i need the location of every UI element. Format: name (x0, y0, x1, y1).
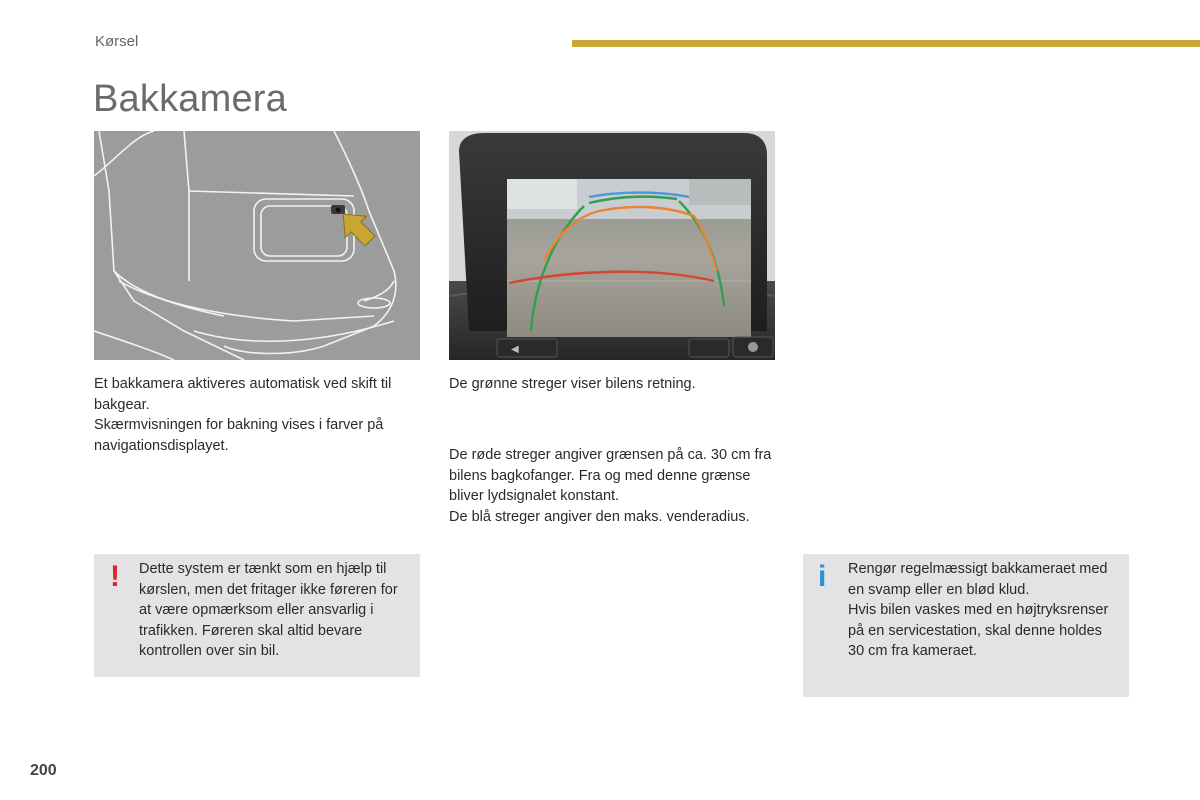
warning-note (94, 554, 420, 677)
blue-lines-paragraph: De blå streger angiver den maks. venderadius. (449, 508, 750, 525)
page-number: 200 (30, 762, 57, 779)
car-rear-camera-illustration (94, 131, 420, 360)
svg-text:◀: ◀ (511, 344, 519, 355)
header-accent-bar (572, 40, 1200, 47)
intro-paragraph: Et bakkamera aktiveres automatisk ved skift til bakgear. (94, 376, 392, 413)
red-blue-lines-text (449, 445, 779, 527)
info-paragraph: Rengør regelmæssigt bakkameraet med en svamp eller en blød klud. (848, 561, 1108, 598)
warning-icon: ! (110, 560, 120, 593)
green-lines-text (449, 374, 779, 395)
car-rear-figure (94, 131, 420, 360)
red-lines-paragraph: De røde streger angiver grænsen på ca. 30 cm fra bilens bagkofanger. Fra og med denne grænse bliver lydsignalet konstant. (449, 447, 772, 504)
info-paragraph: Hvis bilen vaskes med en højtryksrenser på en servicestation, skal denne holdes 30 cm fra kameraet. (848, 602, 1109, 659)
warning-text (139, 559, 411, 662)
intro-text (94, 374, 424, 456)
info-text (848, 559, 1120, 662)
warning-paragraph: Dette system er tænkt som en hjælp til kørslen, men det fritager ikke føreren for at være opmærksom eller ansvarlig i trafikken. Føreren skal altid bevare kontrollen over sin bil. (139, 561, 398, 659)
section-label: Kørsel (95, 33, 139, 50)
info-icon: i (818, 560, 827, 593)
intro-paragraph: Skærmvisningen for bakning vises i farver på navigationsdisplayet. (94, 417, 384, 454)
page-title: Bakkamera (93, 78, 287, 120)
navigation-display-camera-view (449, 131, 775, 360)
green-lines-paragraph: De grønne streger viser bilens retning. (449, 376, 696, 392)
display-figure (449, 131, 775, 360)
info-note (803, 554, 1129, 697)
